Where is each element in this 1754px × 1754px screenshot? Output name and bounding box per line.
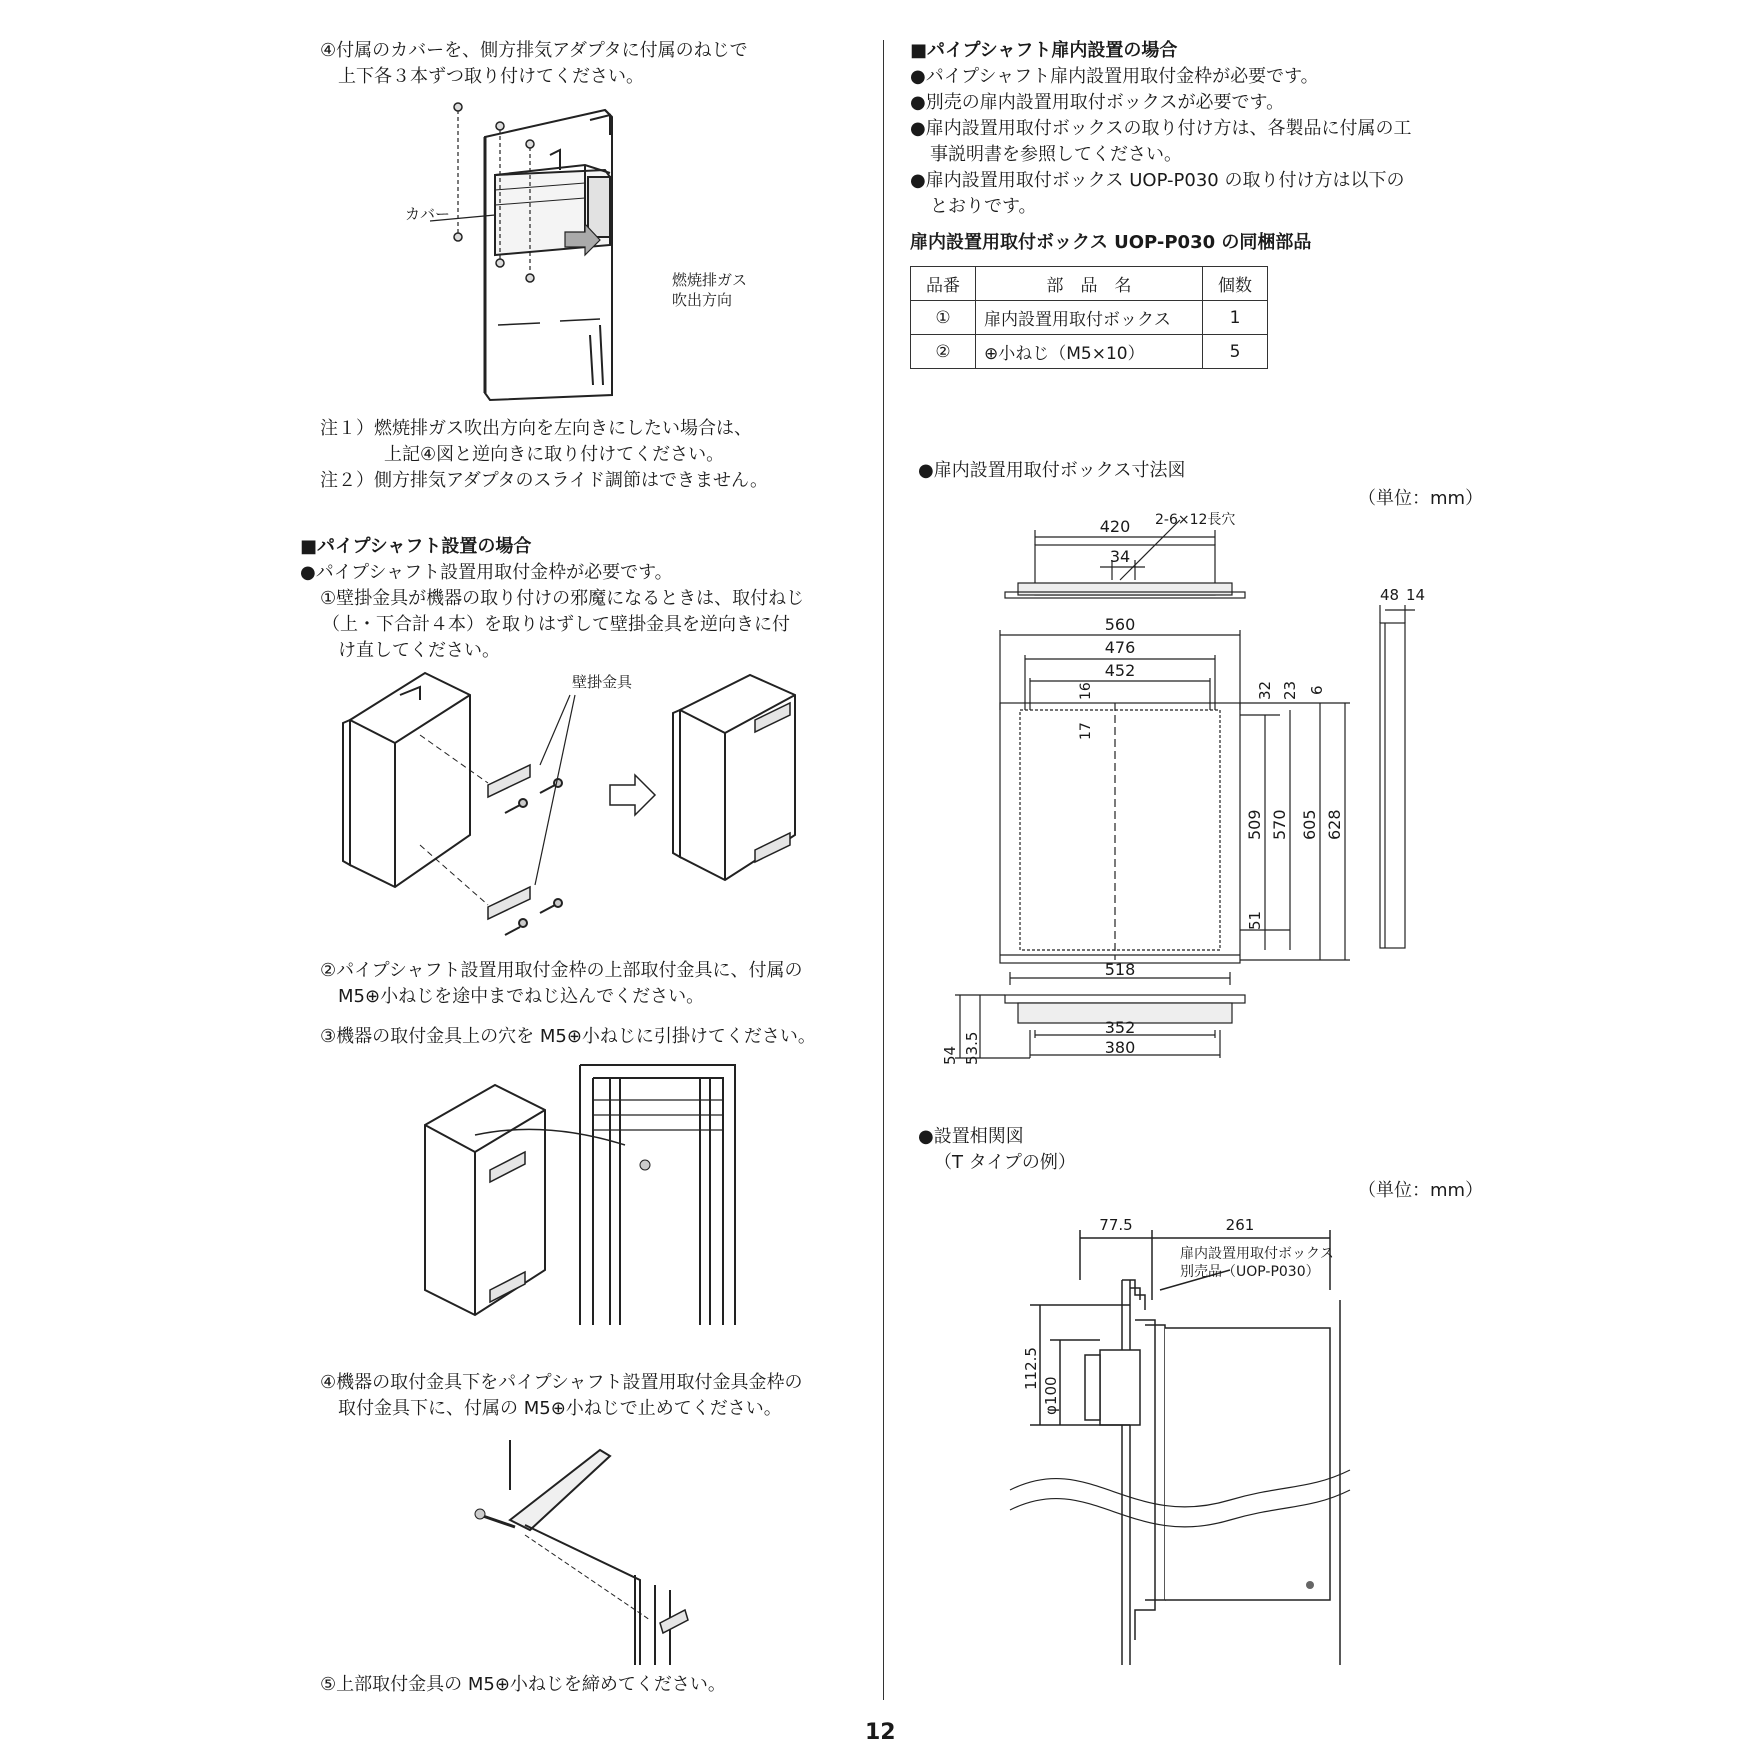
right-bullet-3: ●扉内設置用取付ボックスの取り付け方は、各製品に付属の工 <box>910 118 1412 139</box>
column-divider <box>883 40 884 1700</box>
note-1: 注１）燃焼排ガス吹出方向を左向きにしたい場合は、 <box>320 418 752 439</box>
installation-relation-drawing <box>1010 1200 1370 1670</box>
table-header-row <box>911 267 1268 301</box>
dim-48: 48 <box>1380 586 1400 604</box>
rel-box-sub: 別売品（UOP-P030） <box>1180 1264 1320 1280</box>
cell-no: ① <box>911 301 976 335</box>
dim-16: 16 <box>1078 682 1094 700</box>
cell-no: ② <box>911 335 976 369</box>
box-dimension-drawing <box>940 510 1440 1080</box>
dim-452: 452 <box>1104 661 1136 680</box>
dim-518: 518 <box>1104 960 1136 979</box>
dim-560: 560 <box>1104 615 1136 634</box>
ps-bullet: ●パイプシャフト設置用取付金枠が必要です。 <box>300 562 673 583</box>
parts-heading: 扉内設置用取付ボックス UOP-P030 の同梱部品 <box>910 232 1312 253</box>
rel-261: 261 <box>1225 1216 1255 1234</box>
right-bullet-2: ●別売の扉内設置用取付ボックスが必要です。 <box>910 92 1285 113</box>
dim-6: 6 <box>1308 685 1326 695</box>
ps-step4-line2: 取付金具下に、付属の M5⊕小ねじで止めてください。 <box>338 1398 782 1419</box>
dim-54: 54 <box>941 1045 959 1065</box>
dim-352: 352 <box>1104 1018 1136 1037</box>
cell-name: 扉内設置用取付ボックス <box>976 301 1203 335</box>
cell-qty: 5 <box>1203 335 1268 369</box>
note-1-cont: 上記④図と逆向きに取り付けてください。 <box>384 444 725 465</box>
dim-slot: 2-6×12長穴 <box>1155 512 1236 528</box>
right-bullet-4-cont: とおりです。 <box>930 196 1037 217</box>
right-bullet-1: ●パイプシャフト扉内設置用取付金枠が必要です。 <box>910 66 1319 87</box>
page-number: 12 <box>865 1720 896 1745</box>
bracket-label: 壁掛金具 <box>572 673 633 691</box>
dim-23: 23 <box>1281 680 1299 700</box>
ps-step1-line2: （上・下合計４本）を取りはずして壁掛金具を逆向きに付 <box>322 614 790 635</box>
ps-step4-line1: ④機器の取付金具下をパイプシャフト設置用取付金具金枠の <box>320 1372 803 1393</box>
dim-420: 420 <box>1099 517 1131 536</box>
col-header-qty: 個数 <box>1203 267 1268 301</box>
dim-32: 32 <box>1256 680 1274 700</box>
cell-name: ⊕小ねじ（M5×10） <box>976 335 1203 369</box>
dim-17: 17 <box>1078 722 1094 740</box>
right-heading: ■パイプシャフト扉内設置の場合 <box>910 40 1178 61</box>
dim-53-5: 53.5 <box>963 1031 981 1065</box>
parts-table <box>910 266 1268 369</box>
unit-label-1: （単位：mm） <box>1358 488 1484 509</box>
table-row <box>911 301 1268 335</box>
ps-step1-line3: け直してください。 <box>338 640 500 661</box>
ps-step3: ③機器の取付金具上の穴を M5⊕小ねじに引掛けてください。 <box>320 1026 816 1047</box>
rel-112-5: 112.5 <box>1022 1347 1040 1390</box>
ps-step1-line1: ①壁掛金具が機器の取り付けの邪魔になるときは、取付ねじ <box>320 588 805 609</box>
dim-476: 476 <box>1104 638 1136 657</box>
cell-qty: 1 <box>1203 301 1268 335</box>
frame-hanging-figure <box>415 1060 755 1330</box>
rel-box-label: 扉内設置用取付ボックス <box>1180 1246 1334 1262</box>
dim-628: 628 <box>1325 809 1344 840</box>
col-header-no: 品番 <box>911 267 976 301</box>
lower-bracket-figure <box>470 1430 700 1670</box>
wall-bracket-figure <box>340 665 860 940</box>
dim-605: 605 <box>1300 809 1319 840</box>
exhaust-label-2: 吹出方向 <box>672 291 733 309</box>
dim-380: 380 <box>1104 1038 1136 1057</box>
table-row <box>911 335 1268 369</box>
unit-label-2: （単位：mm） <box>1358 1180 1484 1201</box>
ps-heading: ■パイプシャフト設置の場合 <box>300 536 532 557</box>
cover-label: カバー <box>405 205 451 223</box>
dim-509: 509 <box>1245 809 1264 840</box>
rel-77-5: 77.5 <box>1099 1216 1133 1234</box>
ps-step2-line2: M5⊕小ねじを途中までねじ込んでください。 <box>338 986 705 1007</box>
note-2: 注２）側方排気アダプタのスライド調節はできません。 <box>320 470 769 491</box>
dim-51: 51 <box>1246 910 1264 930</box>
col-header-name: 部 品 名 <box>976 267 1203 301</box>
ps-step2-line1: ②パイプシャフト設置用取付金枠の上部取付金具に、付属の <box>320 960 803 981</box>
rel-subtitle: （T タイプの例） <box>934 1152 1076 1173</box>
dim-14: 14 <box>1406 586 1426 604</box>
cover-attachment-figure <box>400 95 700 415</box>
right-bullet-3-cont: 事説明書を参照してください。 <box>930 144 1182 165</box>
rel-title: ●設置相関図 <box>918 1126 1024 1147</box>
ps-step5: ⑤上部取付金具の M5⊕小ねじを締めてください。 <box>320 1674 726 1695</box>
step4-cover-line2: 上下各３本ずつ取り付けてください。 <box>338 66 644 87</box>
right-bullet-4: ●扉内設置用取付ボックス UOP-P030 の取り付け方は以下の <box>910 170 1405 191</box>
step4-cover-line1: ④付属のカバーを、側方排気アダプタに付属のねじで <box>320 40 748 61</box>
dim-title: ●扉内設置用取付ボックス寸法図 <box>918 460 1186 481</box>
exhaust-label-1: 燃焼排ガス <box>672 271 748 289</box>
rel-phi100: φ100 <box>1042 1376 1060 1415</box>
dim-34: 34 <box>1109 547 1131 566</box>
dim-570: 570 <box>1270 809 1289 840</box>
